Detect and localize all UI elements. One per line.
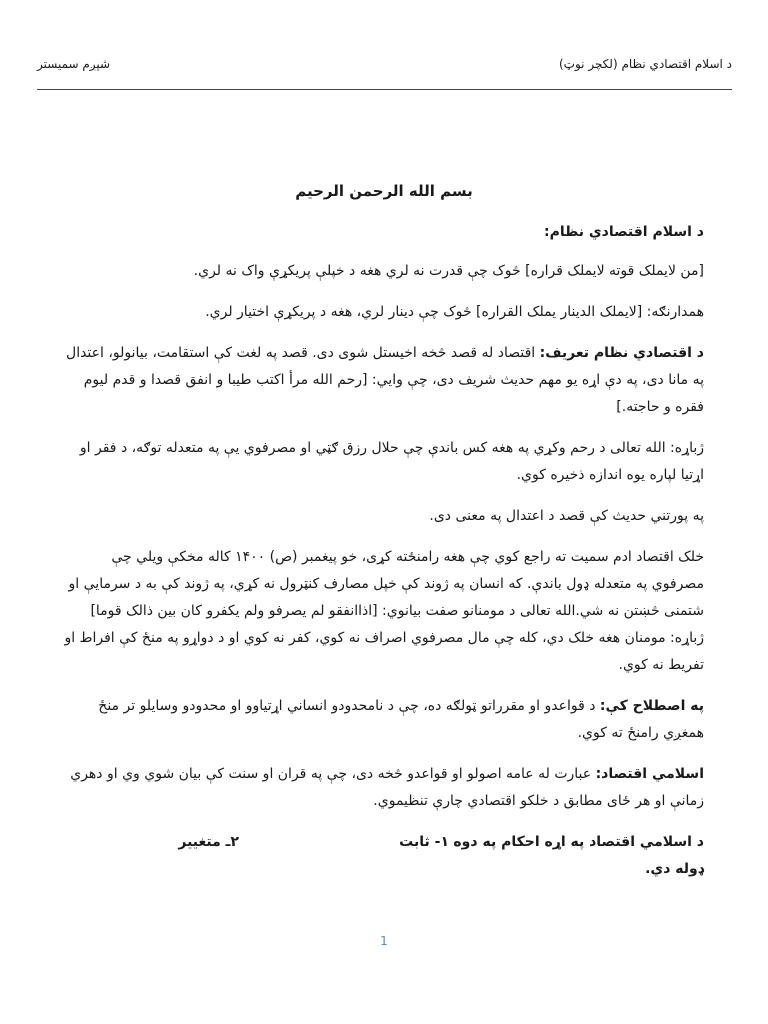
rulings-lead: د اسلامي اقتصاد په اړه احکام په دوه ډوله دي. bbox=[453, 834, 704, 877]
paragraph-definition bbox=[64, 340, 704, 421]
paragraph-history: خلک اقتصاد ادم سمیت ته راجع کوي چې هغه رامنځته کړی، خو پیغمبر (ص) ۱۴۰۰ کاله مخکې ویلي چې مصرفوي په متعدله ډول باندې. که انسان په ژوند کې خپل مصارف کنټرول نه کړي، په ژوند کې به د سرمایې او شتمنی څښتن نه شي.الله تعالی د مومنانو صفت بیانوي: [اذاانفقو لم یصرفو ولم يكفرو كان بين ذالک قوما] ژباړه: مومنان هغه خلک دي، کله چې مال مصرفوي اصراف نه کوي، کفر نه کوي او د دواړو په منځ کې افراط او تفریط نه کوي. bbox=[64, 549, 704, 673]
islamic-economy-text: عبارت له عامه اصولو او قواعدو څخه دی، چې په قران او سنت کې بیان شوي وي او دهري زمانې او هر ځای مطابق د خلکو اقتصادي چارې تنظیموي. bbox=[70, 766, 704, 809]
paragraph-1: [من لایملک قوته لایملک قراره] څوک چې قدرت نه لري هغه د خپلې پریکړې واک نه لري. bbox=[193, 263, 704, 279]
terminology-text: د قواعدو او مقرراتو ټولګه ده، چې د نامحدودو انساني اړتیاوو او محدودو وسایلو تر منځ همغږي رامنځ ته کوي. bbox=[98, 698, 704, 741]
rulings-row bbox=[64, 829, 704, 883]
islamic-economy-label: اسلامي اقتصاد: bbox=[595, 766, 704, 782]
header-divider bbox=[37, 89, 732, 90]
terminology-label: په اصطلاح کې: bbox=[599, 698, 704, 714]
ruling-fixed: ۱- ثابت bbox=[399, 834, 449, 850]
paragraph-terminology bbox=[64, 693, 704, 747]
paragraph-2: همدارنګه: [لایملک الدینار یملک القراره] څوک چې دینار لري، هغه د پریکړې اختیار لري. bbox=[205, 304, 704, 320]
definition-label: د اقتصادي نظام تعریف: bbox=[539, 345, 704, 361]
section-heading: د اسلام اقتصادي نظام: bbox=[543, 224, 704, 240]
page-number: 1 bbox=[380, 934, 388, 948]
definition-text: اقتصاد له قصد څخه اخیستل شوی دی. قصد په لغت کې استقامت، بیانولو، اعتدال په مانا دی، په دې اړه یو مهم حدیث شریف دی، چې وایي: [رحم الله مرأ اکتب طيبا و انفق قصدا و قدم ليوم فقره و حاجته.] bbox=[66, 345, 704, 415]
paragraph-hadith-note: په پورتني حدیث کې قصد د اعتدال په معنی دی. bbox=[429, 508, 704, 524]
header-semester: شپږم سمیستر bbox=[37, 57, 111, 71]
basmala: بسم الله الرحمن الرحيم bbox=[295, 182, 473, 200]
paragraph-islamic-economy bbox=[64, 761, 704, 815]
header-title: د اسلام اقتصادي نظام (لکچر نوټ) bbox=[558, 57, 732, 71]
document-body bbox=[64, 178, 704, 883]
paragraph-translation: ژباړه: الله تعالی د رحم وکړي په هغه کس باندې چې حلال رزق ګټي او مصرفوي یې په متعدله توګه، د فقر او اړتیا لپاره یوه اندازه ذخیره کوي. bbox=[79, 440, 704, 483]
ruling-variable: ۲ـ متغییر bbox=[178, 834, 239, 850]
